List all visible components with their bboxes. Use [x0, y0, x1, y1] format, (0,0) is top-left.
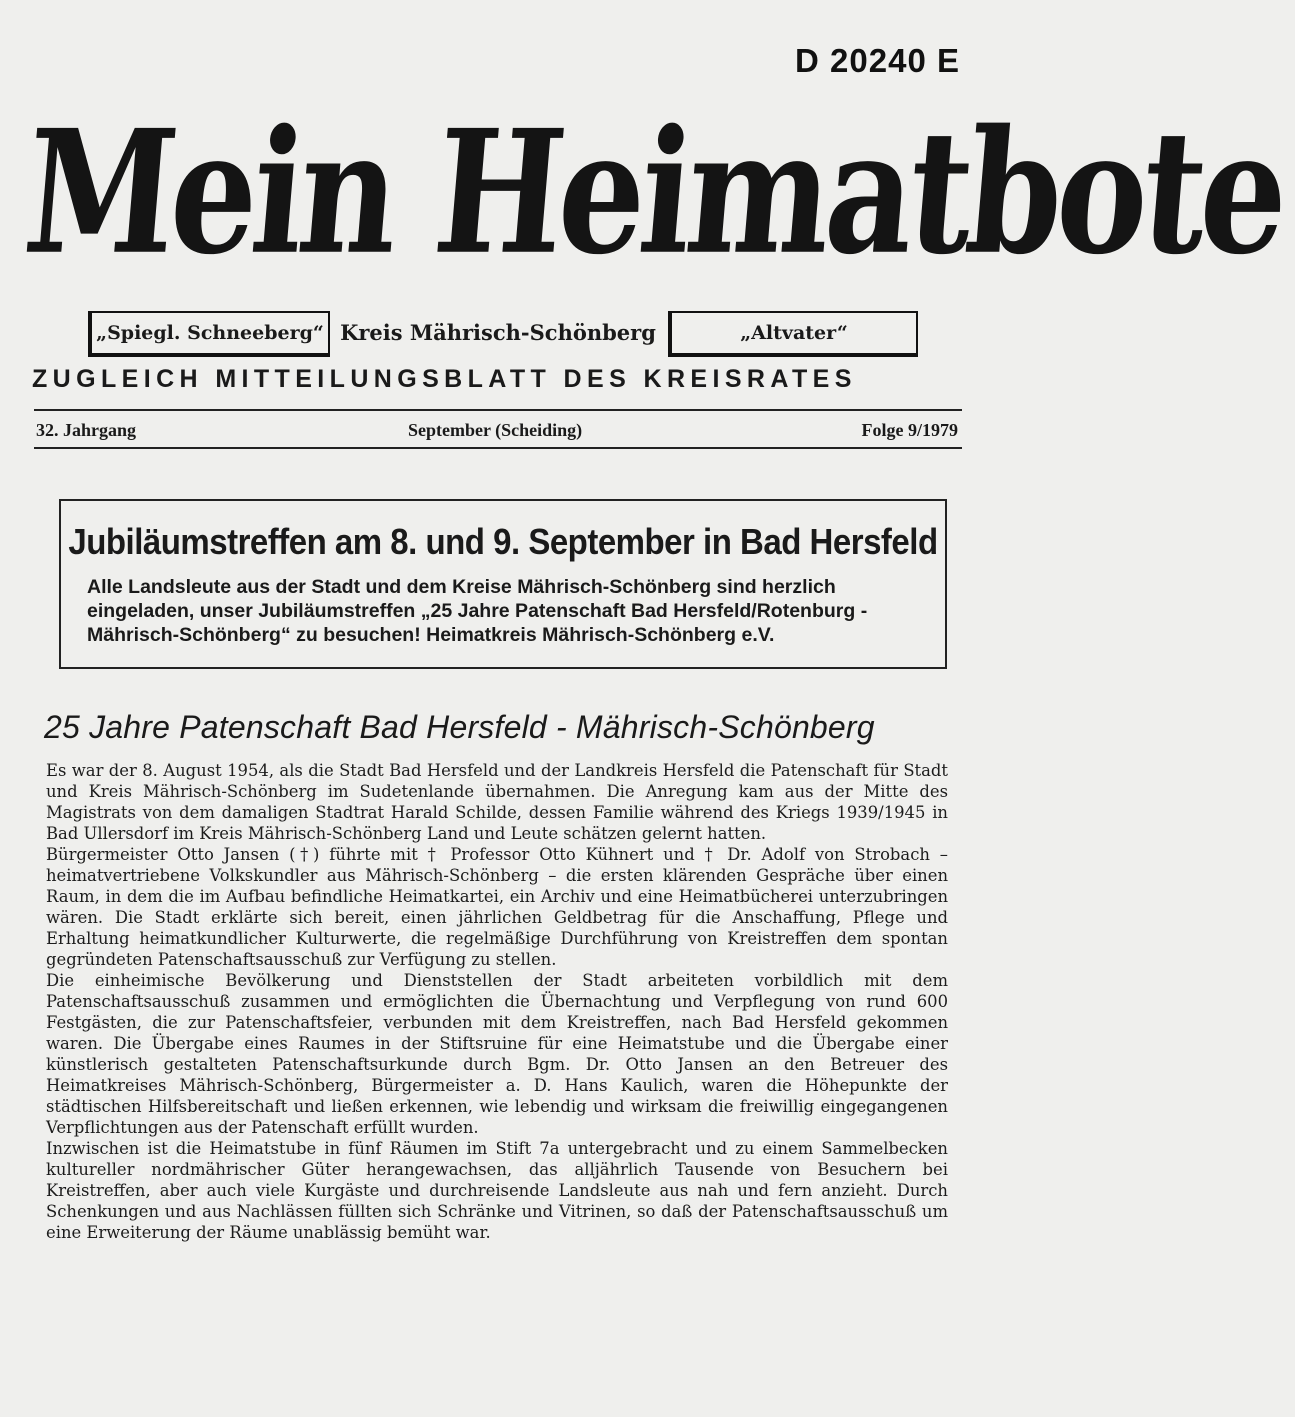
- article-paragraph: Inzwischen ist die Heimatstube in fünf Räumen im Stift 7a untergebracht und zu einem Sammelbecken kultureller nordmährischer Güter herangewachsen, das alljährlich Tausende von Besuchern bei Kreistreffen, aber auch viele Kurgäste und durchreisende Landsleute aus nah und fern anzieht. Durch Schenkungen und aus Nachlässen füllten sich Schränke und Vitrinen, so daß der Patenschaftsausschuß um eine Erweiterung der Räume unablässig bemüht war.: [46, 1139, 948, 1242]
- subtitle-right-box: „Altvater“: [668, 311, 918, 357]
- subtitle-left-box: „Spiegl. Schneeberg“: [88, 311, 330, 357]
- issue-volume: 32. Jahrgang: [36, 420, 137, 440]
- top-rule: [34, 409, 962, 411]
- bottom-rule: [34, 447, 962, 449]
- postal-code: D 20240 E: [795, 42, 960, 79]
- masthead-subtitle-bar: [88, 311, 918, 355]
- issue-month: September (Scheiding): [408, 420, 583, 440]
- issue-info-bar: [34, 418, 962, 444]
- notice-body: Alle Landsleute aus der Stadt und dem Kreise Mährisch-Schönberg sind herzlich eingeladen, unser Jubiläumstreffen „25 Jahre Patenschaft Bad Hersfeld/Rotenburg - Mährisch-Schönberg“ zu besuchen! Heimatkreis Mährisch-Schönberg e.V.: [87, 576, 868, 646]
- article-paragraph: Die einheimische Bevölkerung und Dienststellen der Stadt arbeiteten vorbildlich mit dem Patenschaftsausschuß zusammen und ermöglichten die Übernachtung und Verpflegung von rund 600 Festgästen, die zur Patenschaftsfeier, verbunden mit dem Kreistreffen, nach Bad Hersfeld gekommen waren. Die Übergabe eines Raumes in der Stiftsruine für eine Heimatstube und die Übergabe einer künstlerisch gestalteten Patenschaftsurkunde durch Bgm. Dr. Otto Jansen an den Betreuer des Heimatkreises Mährisch-Schönberg, Bürgermeister a. D. Hans Kaulich, waren die Höhepunkte der städtischen Hilfsbereitschaft und ließen erkennen, wie lebendig und wirksam die freiwillig eingegangenen Verpflichtungen aus der Patenschaft erfüllt wurden.: [46, 971, 948, 1137]
- notice-title: Jubiläumstreffen am 8. und 9. September in Bad Hersfeld: [68, 521, 938, 562]
- article-paragraph: Es war der 8. August 1954, als die Stadt Bad Hersfeld und der Landkreis Hersfeld die Patenschaft für Stadt und Kreis Mährisch-Schönberg im Sudetenlande übernahmen. Die Anregung kam aus der Mitte des Magistrats von dem damaligen Stadtrat Harald Schilde, dessen Familie während des Kriegs 1939/1945 in Bad Ullersdorf im Kreis Mährisch-Schönberg Land und Leute schätzen gelernt hatten.: [46, 761, 948, 843]
- tagline: ZUGLEICH MITTEILUNGSBLATT DES KREISRATES: [32, 365, 857, 393]
- issue-number: Folge 9/1979: [861, 420, 958, 440]
- subtitle-center: Kreis Mährisch-Schönberg: [340, 320, 656, 345]
- masthead-title: Mein Heimatbote: [17, 93, 1292, 293]
- article-paragraph: Bürgermeister Otto Jansen (†) führte mit † Professor Otto Kühnert und † Dr. Adolf von Strobach – heimatvertriebene Volkskundler aus Mährisch-Schönberg – die ersten klärenden Gespräche über einen Raum, in dem die im Aufbau befindliche Heimatkartei, ein Archiv und eine Heimatbücherei unterzubringen wären. Die Stadt erklärte sich bereit, einen jährlichen Geldbetrag für die Anschaffung, Pflege und Erhaltung heimatkundlicher Kulturwerte, die regelmäßige Durchführung von Kreistreffen dem spontan gegründeten Patenschaftsausschuß zur Verfügung zu stellen.: [46, 845, 948, 969]
- notice-box: [59, 499, 947, 669]
- article-body: [46, 760, 948, 1243]
- article-title: 25 Jahre Patenschaft Bad Hersfeld - Mährisch-Schönberg: [44, 709, 875, 745]
